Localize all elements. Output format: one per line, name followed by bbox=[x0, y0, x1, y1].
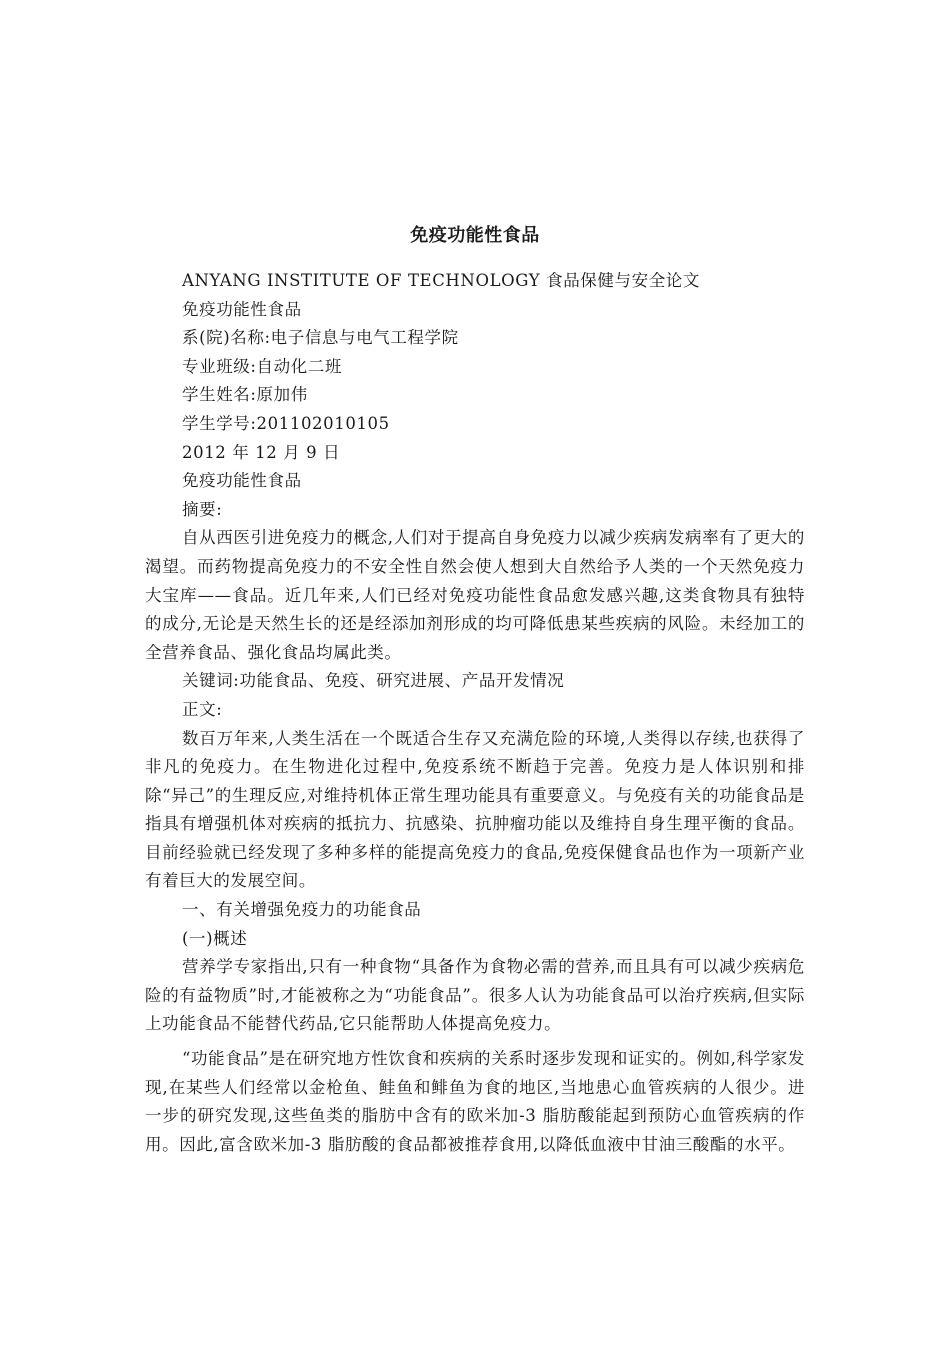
keywords-line: 关键词:功能食品、免疫、研究进展、产品开发情况 bbox=[182, 671, 565, 691]
document-title: 免疫功能性食品 bbox=[410, 225, 540, 246]
abstract-label: 摘要: bbox=[182, 499, 223, 519]
header-line-subtitle: 免疫功能性食品 bbox=[182, 299, 302, 319]
header-line-class: 专业班级:自动化二班 bbox=[182, 356, 343, 376]
header-line-department: 系(院)名称:电子信息与电气工程学院 bbox=[182, 328, 459, 348]
paragraph-regional-diet: “功能食品”是在研究地方性饮食和疾病的关系时逐步发现和证实的。例如,科学家发现,在某些人们经常以金枪鱼、鲑鱼和鲱鱼为食的地区,当地患心血管疾病的人很少。进一步的研究发现,这些鱼类的脂肪中含有的欧米加-3 脂肪酸能起到预防心血管疾病的作用。因此,富含欧米加-3 脂肪酸的食品都被推荐食用,以降低血液中甘油三酸酯的水平。 bbox=[145, 1049, 805, 1154]
intro-paragraph: 数百万年来,人类生活在一个既适合生存又充满危险的环境,人类得以存续,也获得了非凡的免疫力。在生物进化过程中,免疫系统不断趋于完善。免疫力是人体识别和排除“异己”的生理反应,对维持机体正常生理功能具有重要意义。与免疫有关的功能食品是指具有增强机体对疾病的抵抗力、抗感染、抗肿瘤功能以及维持自身生理平衡的食品。目前经验就已经发现了多种多样的能提高免疫力的食品,免疫保健食品也作为一项新产业有着巨大的发展空间。 bbox=[145, 728, 805, 891]
header-line-student-id: 学生学号:201102010105 bbox=[182, 413, 390, 433]
subsection-heading: (一)概述 bbox=[182, 928, 248, 948]
paragraph-functional-food: 营养学专家指出,只有一种食物“具备作为食物必需的营养,而且具有可以减少疾病危险的有益物质”时,才能被称之为“功能食品”。很多人认为功能食品可以治疗疾病,但实际上功能食品不能替代药品,它只能帮助人体提高免疫力。 bbox=[145, 957, 805, 1034]
section-heading: 一、有关增强免疫力的功能食品 bbox=[182, 900, 422, 920]
header-line-student-name: 学生姓名:原加伟 bbox=[182, 385, 308, 405]
body-label: 正文: bbox=[182, 699, 223, 719]
document-body bbox=[145, 267, 805, 1159]
header-line-topic: 免疫功能性食品 bbox=[182, 471, 302, 491]
header-line-institution: ANYANG INSTITUTE OF TECHNOLOGY 食品保健与安全论文 bbox=[182, 271, 700, 290]
header-line-date: 2012 年 12 月 9 日 bbox=[182, 442, 341, 462]
abstract-paragraph: 自从西医引进免疫力的概念,人们对于提高自身免疫力以减少疾病发病率有了更大的渴望。而药物提高免疫力的不安全性自然会使人想到大自然给予人类的一个天然免疫力大宝库——食品。近几年来,人们已经对免疫功能性食品愈发感兴趣,这类食物具有独特的成分,无论是天然生长的还是经添加剂形成的均可降低患某些疾病的风险。未经加工的全营养食品、强化食品均属此类。 bbox=[145, 528, 805, 662]
